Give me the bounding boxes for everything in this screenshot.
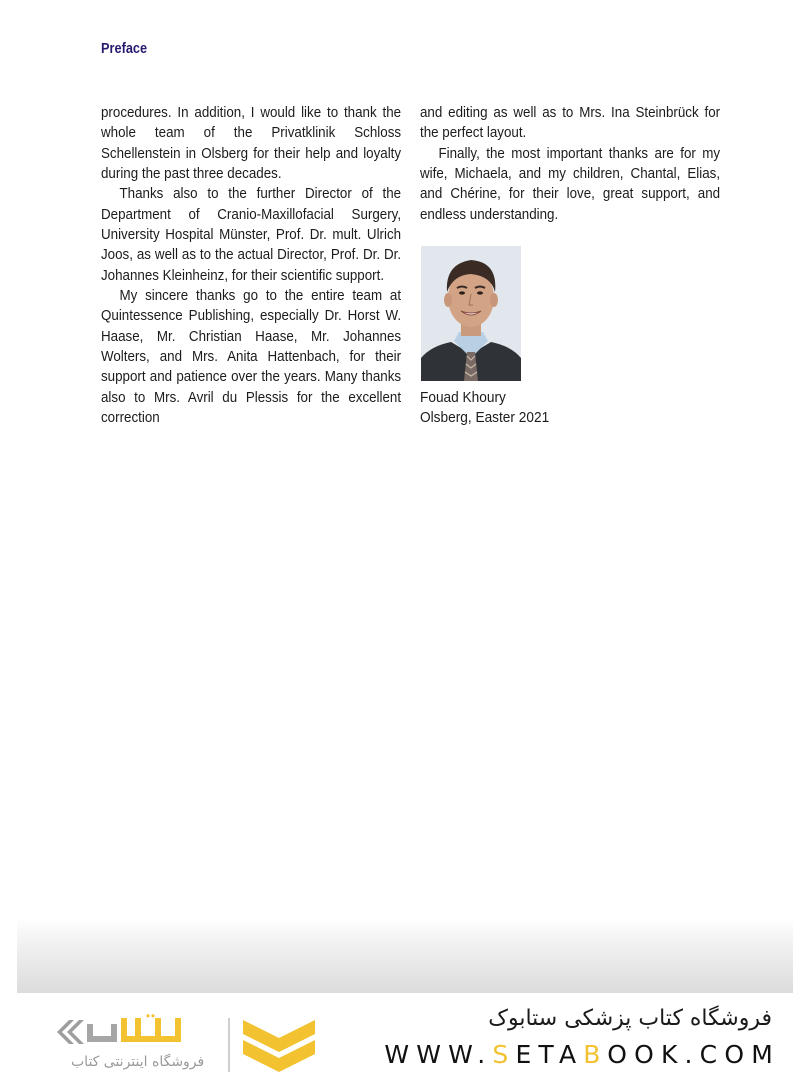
logo-tagline: فروشگاه اینترنتی کتاب: [71, 1054, 205, 1070]
paragraph: Finally, the most important thanks are for my wife, Michaela, and my children, Chantal, Elias, and Chérine, for their love, great support, and endless understanding.: [420, 144, 721, 223]
paragraph: My sincere thanks go to the entire team at Quintessence Publishing, especially Dr. Horst W. Haase, Mr. Christian Haase, Mr. Johannes Wolters, and Mrs. Anita Hattenbach, for their support and patience over the years. Many thanks also to Mrs. Avril du Plessis for the excellent correction: [101, 287, 402, 427]
footer-shadow-band: [17, 918, 793, 993]
author-photo: [421, 246, 521, 381]
signature-block: [420, 388, 549, 429]
page-title: Preface: [101, 41, 148, 57]
setabook-logo[interactable]: [55, 1014, 315, 1076]
chevron-emblem-icon: [243, 1016, 315, 1074]
author-name: Fouad Khoury: [420, 389, 506, 406]
url-part: OOK.COM: [607, 1040, 780, 1069]
url-part: ETA: [515, 1040, 584, 1069]
logo-divider: [228, 1018, 230, 1072]
store-url-link[interactable]: [384, 1040, 780, 1069]
url-accent-letter: S: [492, 1040, 516, 1069]
url-part: WWW.: [384, 1040, 493, 1069]
logo-wordmark-icon: [55, 1014, 185, 1050]
portrait-illustration: [421, 246, 521, 381]
store-title: فروشگاه کتاب پزشکی ستابوک: [488, 1006, 772, 1031]
right-text-column: [420, 103, 720, 225]
paragraph: and editing as well as to Mrs. Ina Steinbrück for the perfect layout.: [420, 104, 721, 142]
url-accent-letter: B: [583, 1040, 608, 1069]
left-text-column: [101, 103, 401, 429]
paragraph: procedures. In addition, I would like to thank the whole team of the Privatklinik Schloss Schellenstein in Olsberg for their help and loyalty during the past three decades.: [101, 104, 402, 183]
paragraph: Thanks also to the further Director of the Department of Cranio-Maxillofacial Surgery, University Hospital Münster, Prof. Dr. mult. Ulrich Joos, as well as to the actual Director, Prof. Dr. Dr. Johannes Kleinheinz, for their scientific support.: [101, 185, 402, 284]
place-and-date: Olsberg, Easter 2021: [420, 409, 550, 427]
